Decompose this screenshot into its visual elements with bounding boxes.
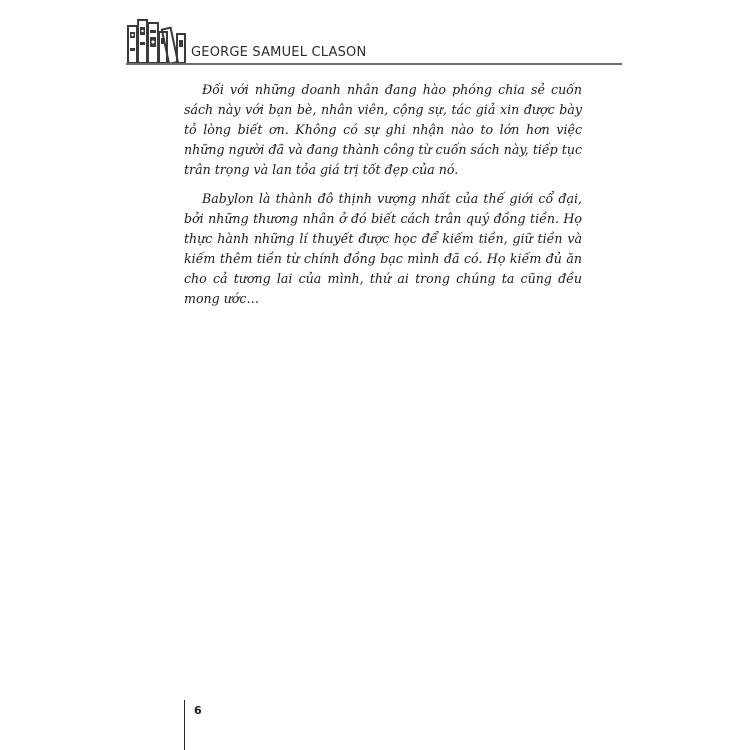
header-divider [126,63,622,65]
page-number: 6 [194,704,202,717]
paragraph: Babylon là thành đô thịnh vượng nhất của thế giới cổ đại, bởi những thương nhân ở đó biết cách trân quý đồng tiền. Họ thực hành những lí thuyết được học để kiếm tiền, giữ tiền và kiếm thêm tiền từ chính đồng bạc mình đã có. Họ kiếm đủ ăn cho cả tương lai của mình, thứ ai trong chúng ta cũng đều mong ước… [184,191,582,306]
footer-divider [184,700,185,750]
bookshelf-icon [126,18,190,64]
body-text [184,80,582,318]
paragraph: Đối với những doanh nhân đang hào phóng chia sẻ cuốn sách này với bạn bè, nhân viên, cộng sự, tác giả xin được bày tỏ lòng biết ơn. Không có sự ghi nhận nào to lớn hơn việc những người đã và đang thành công từ cuốn sách này, tiếp tục trân trọng và lan tỏa giá trị tốt đẹp của nó. [184,82,582,177]
author-name: GEORGE SAMUEL CLASON [191,45,367,60]
running-header [126,18,622,64]
